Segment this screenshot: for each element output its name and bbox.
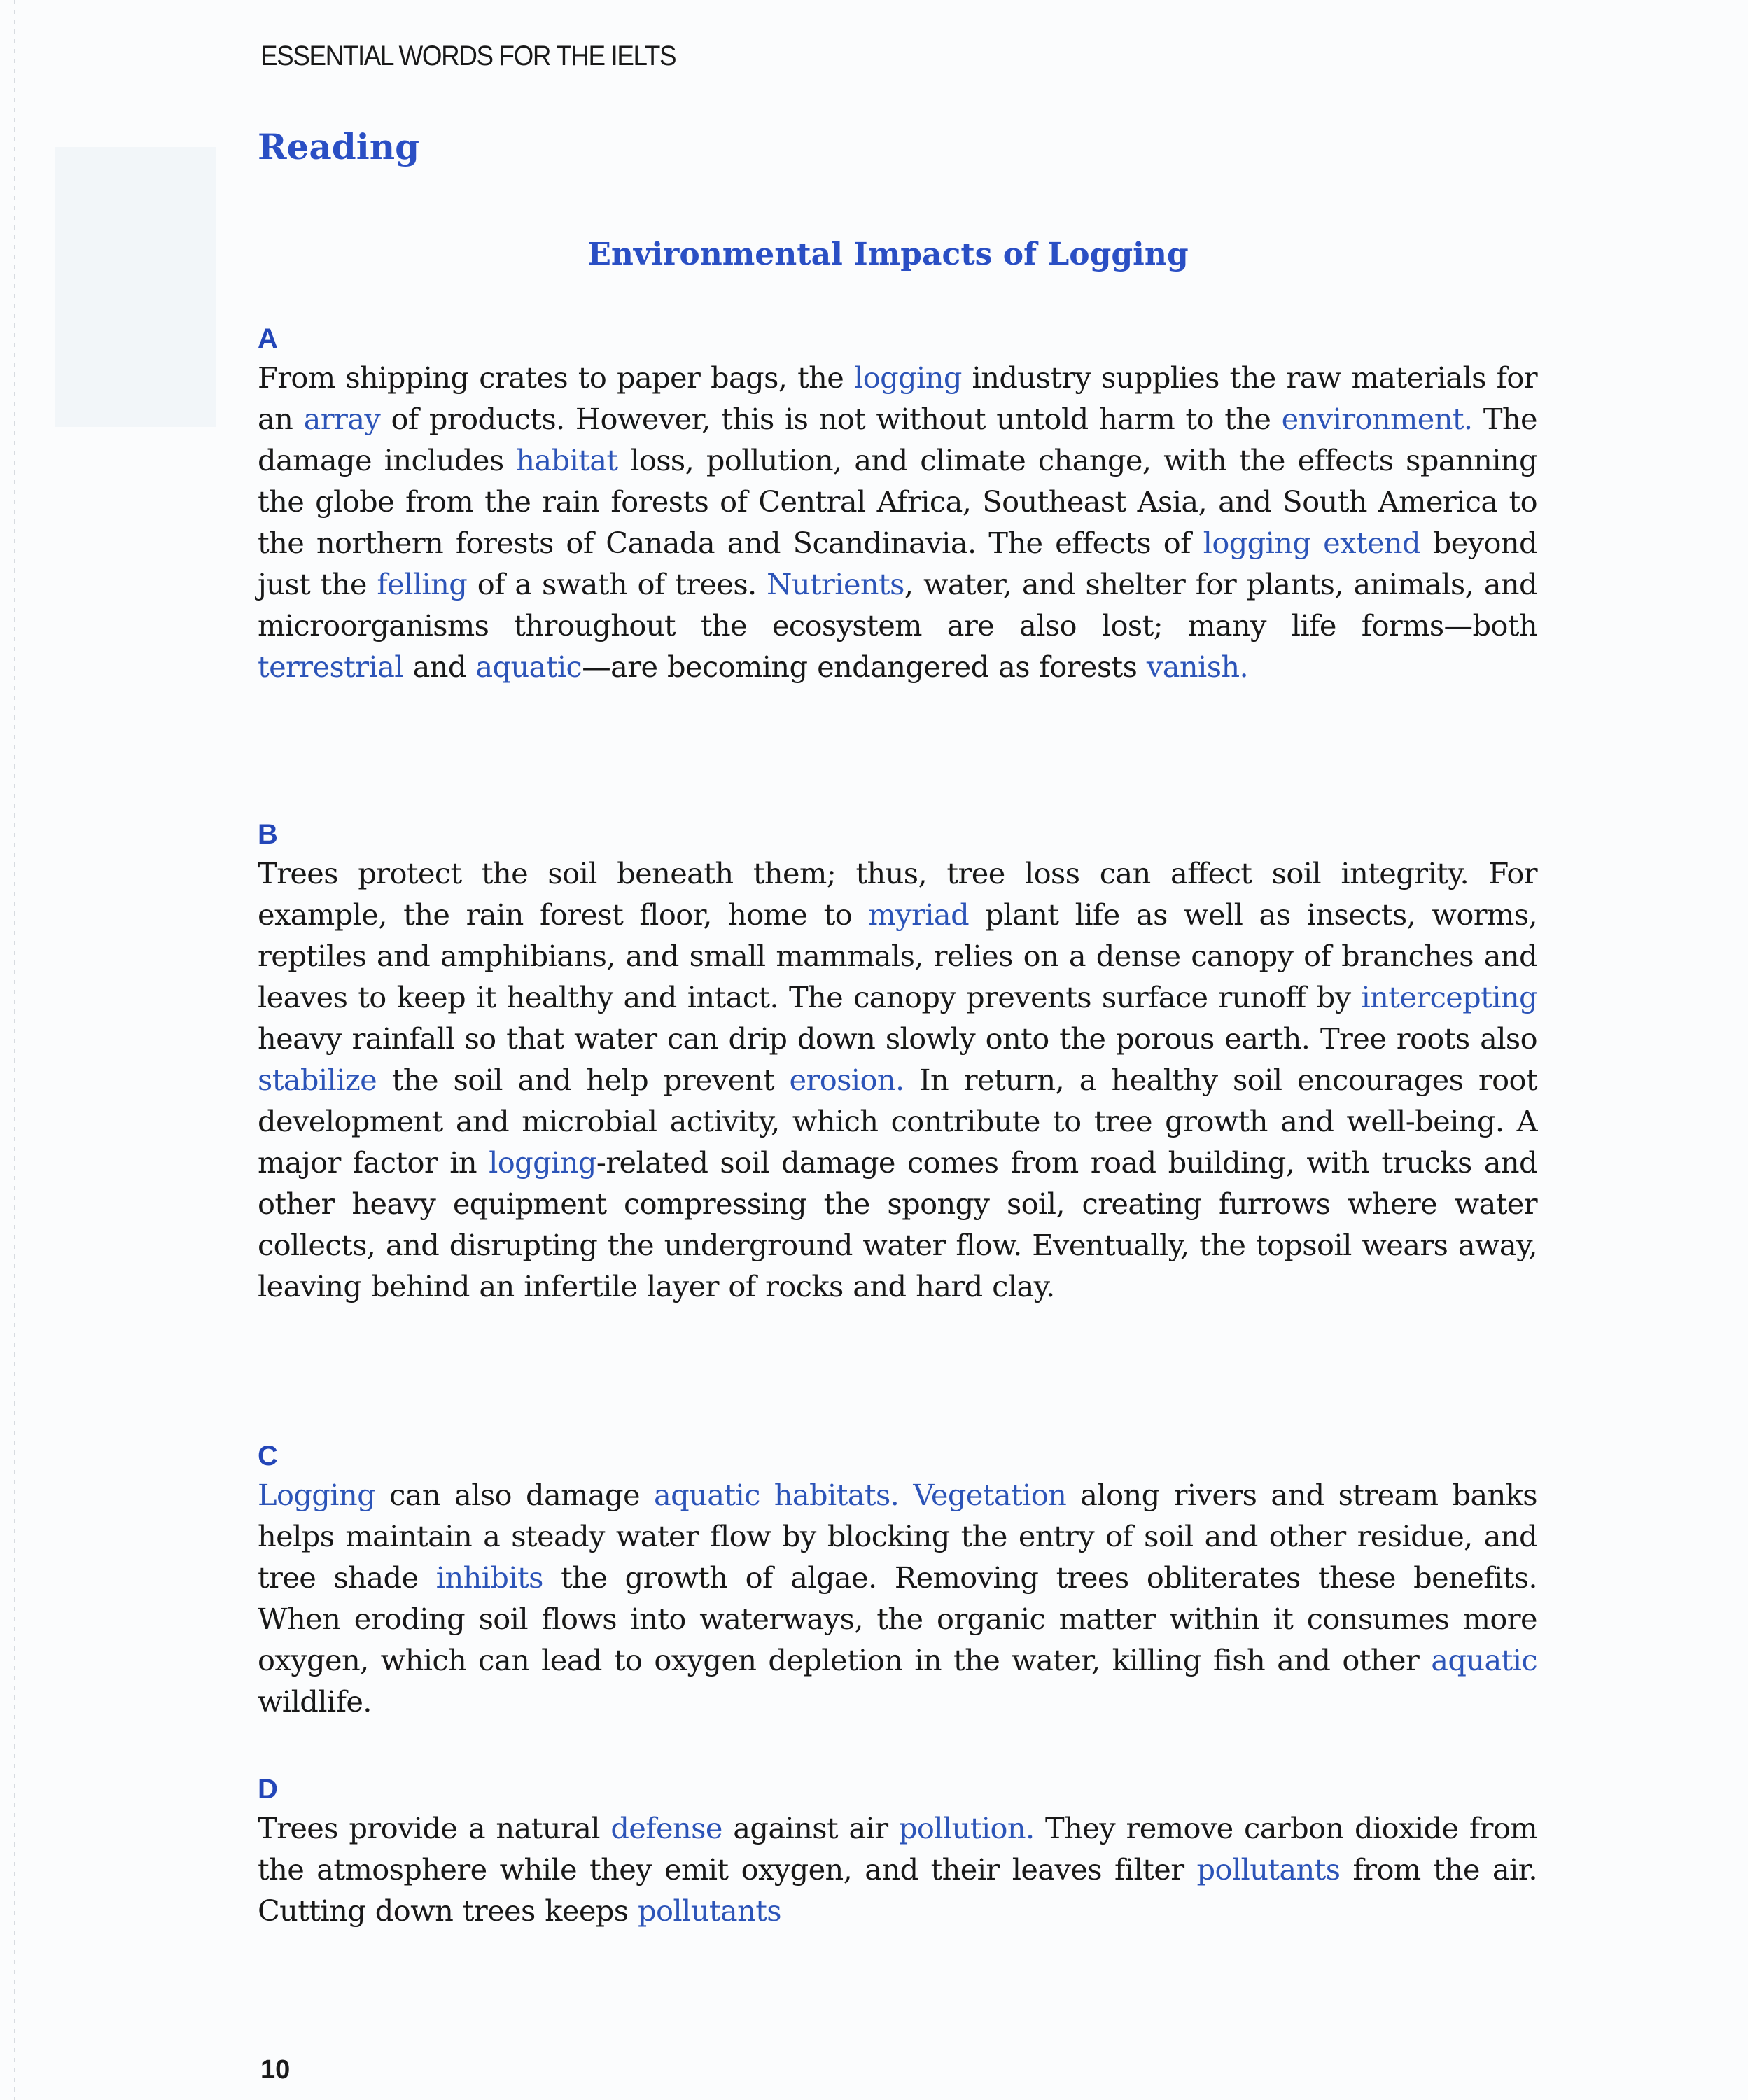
- body-text: In return, a healthy soil encourages root development and microbial activity, which contribute to tree growth and well-being. A major factor in: [258, 1063, 1538, 1180]
- vocab-word: intercepting: [1361, 980, 1537, 1014]
- vocab-word: aquatic: [1431, 1643, 1537, 1677]
- vocab-word: logging: [489, 1145, 596, 1180]
- vocab-word: pollutants: [1196, 1852, 1341, 1886]
- scan-bleed-through: [55, 147, 216, 427]
- body-text: From shipping crates to paper bags, the: [258, 360, 855, 395]
- paragraph-c: [258, 1438, 1537, 1722]
- vocab-word: pollution.: [898, 1811, 1035, 1845]
- body-text: can also damage: [375, 1478, 654, 1512]
- body-text: -related soil damage comes from road building, with trucks and other heavy equipment compressing the spongy soil, creating furrows where water collects, and disrupting the underground water flow. Eventually, the topsoil wears away, leaving behind an infertile layer of rocks and hard clay.: [258, 1145, 1537, 1303]
- vocab-word: logging extend: [1203, 526, 1421, 560]
- body-text: beyond just the: [258, 526, 1537, 601]
- body-text: Trees provide a natural: [258, 1811, 611, 1845]
- body-text: , water, and shelter for plants, animals, and microorganisms throughout the ecosystem are also lost; many life forms—both: [258, 567, 1537, 643]
- vocab-word: aquatic habitats. Vegetation: [653, 1478, 1067, 1512]
- body-text: loss, pollution, and climate change, with the effects spanning the globe from the rain forests of Central Africa, Southeast Asia, and South America to the northern forests of Canada and Scandinavia. The effects of: [258, 443, 1537, 560]
- vocab-word: aquatic: [475, 650, 582, 684]
- paragraph-a: [258, 321, 1537, 687]
- vocab-word: myriad: [868, 897, 970, 932]
- vocab-word: array: [303, 402, 381, 436]
- vocab-word: felling: [377, 567, 468, 601]
- body-text: and: [403, 650, 476, 684]
- paragraph-letter: C: [258, 1441, 278, 1471]
- vocab-word: defense: [610, 1811, 722, 1845]
- paragraph-text: [258, 1474, 1537, 1722]
- body-text: from the air. Cutting down trees keeps: [258, 1852, 1538, 1928]
- vocab-word: terrestrial: [258, 650, 403, 684]
- vocab-word: erosion.: [789, 1063, 904, 1097]
- paragraph-letter: D: [258, 1774, 278, 1805]
- paragraph-letter: B: [258, 819, 278, 850]
- body-text: They remove carbon dioxide from the atmosphere while they emit oxygen, and their leaves filter: [258, 1811, 1537, 1886]
- vocab-word: logging: [854, 360, 962, 395]
- body-text: against air: [722, 1811, 899, 1845]
- article-title: Environmental Impacts of Logging: [587, 237, 1189, 272]
- vocab-word: Nutrients: [767, 567, 904, 601]
- vocab-word: inhibits: [435, 1560, 543, 1595]
- page-number: 10: [260, 2055, 291, 2085]
- page-edge-line: [14, 0, 15, 2100]
- vocab-word: habitat: [516, 443, 618, 477]
- body-text: wildlife.: [258, 1684, 372, 1718]
- vocab-word: pollutants: [638, 1893, 781, 1928]
- body-text: of a swath of trees.: [467, 567, 767, 601]
- body-text: industry supplies the raw materials for an: [258, 360, 1537, 436]
- body-text: The damage includes: [258, 402, 1537, 477]
- body-text: along rivers and stream banks helps maintain a steady water flow by blocking the entry of soil and other residue, and tree shade: [258, 1478, 1537, 1595]
- paragraph-letter: A: [258, 323, 278, 354]
- vocab-word: Logging: [258, 1478, 376, 1512]
- body-text: of products. However, this is not without untold harm to the: [380, 402, 1282, 436]
- body-text: —are becoming endangered as forests: [582, 650, 1147, 684]
- paragraph-d: [258, 1771, 1537, 1931]
- body-text: the soil and help prevent: [377, 1063, 790, 1097]
- vocab-word: stabilize: [258, 1063, 377, 1097]
- body-text: Trees protect the soil beneath them; thus, tree loss can affect soil integrity. For example, the rain forest floor, home to: [258, 856, 1537, 932]
- vocab-word: environment.: [1281, 402, 1473, 436]
- body-text: plant life as well as insects, worms, reptiles and amphibians, and small mammals, relies on a dense canopy of branches and leaves to keep it healthy and intact. The canopy prevents surface runoff by: [258, 897, 1537, 1014]
- section-label: Reading: [258, 126, 420, 167]
- paragraph-b: [258, 816, 1537, 1307]
- body-text: heavy rainfall so that water can drip down slowly onto the porous earth. Tree roots also: [258, 1021, 1537, 1056]
- paragraph-text: [258, 357, 1537, 687]
- paragraph-text: [258, 1807, 1537, 1931]
- running-head: ESSENTIAL WORDS FOR THE IELTS: [260, 41, 676, 71]
- body-text: the growth of algae. Removing trees obliterates these benefits. When eroding soil flows into waterways, the organic matter within it consumes more oxygen, which can lead to oxygen depletion in the water, killing fish and other: [258, 1560, 1537, 1677]
- paragraph-text: [258, 853, 1537, 1307]
- vocab-word: vanish.: [1146, 650, 1249, 684]
